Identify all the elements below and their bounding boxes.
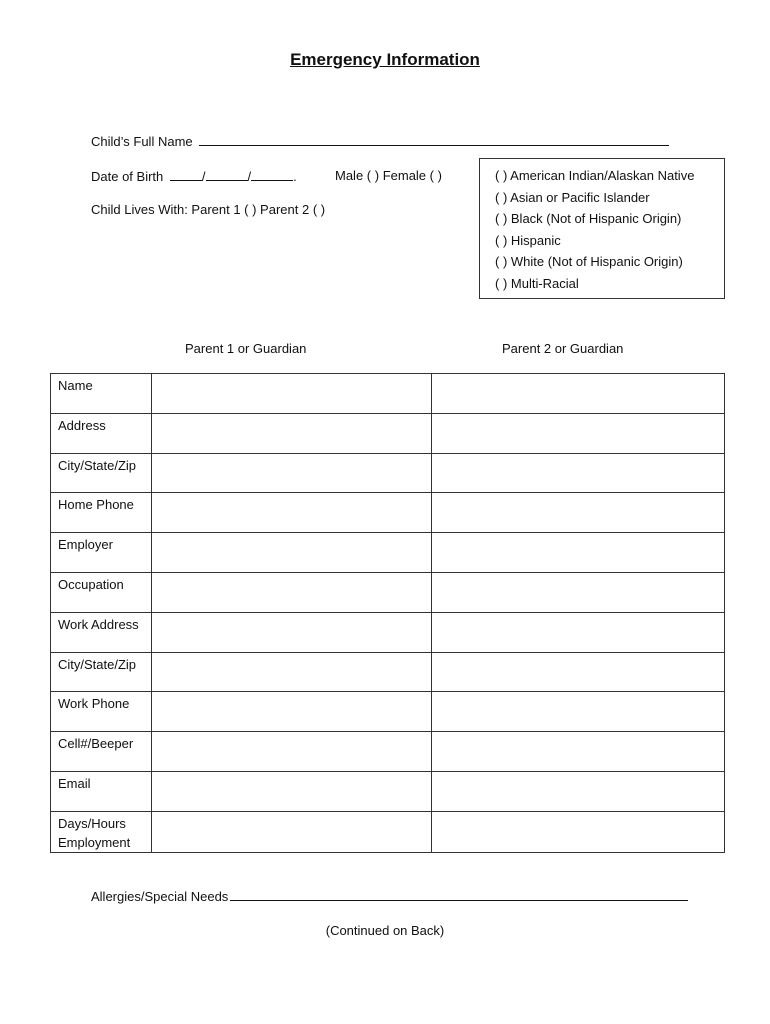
parent-info-table xyxy=(50,373,725,853)
dob-row xyxy=(91,168,297,184)
row-label: Email xyxy=(51,771,152,811)
sex-row xyxy=(335,168,442,183)
lives-with-row[interactable]: Child Lives With: Parent 1 ( ) Parent 2 ( ) xyxy=(91,202,326,217)
ethnicity-option[interactable]: ( ) Black (Not of Hispanic Origin) xyxy=(495,211,682,227)
ethnicity-option[interactable]: ( ) Multi-Racial xyxy=(495,275,579,291)
row-label: Work Address xyxy=(51,612,152,652)
parent1-cell[interactable] xyxy=(152,533,432,573)
parent1-cell[interactable] xyxy=(152,652,432,692)
parent1-cell[interactable] xyxy=(152,811,432,852)
table-row xyxy=(51,374,725,414)
parent2-cell[interactable] xyxy=(432,771,725,811)
row-label: City/State/Zip xyxy=(51,652,152,692)
allergies-row xyxy=(91,888,688,904)
row-label: Employer xyxy=(51,533,152,573)
parent1-cell[interactable] xyxy=(152,493,432,533)
male-option[interactable]: Male ( ) xyxy=(335,168,380,183)
table-row xyxy=(51,692,725,732)
dob-day-field[interactable] xyxy=(206,168,248,181)
parent1-cell[interactable] xyxy=(152,374,432,414)
parent2-cell[interactable] xyxy=(432,612,725,652)
parent1-cell[interactable] xyxy=(152,413,432,453)
child-name-field[interactable] xyxy=(199,133,669,146)
row-label: Address xyxy=(51,413,152,453)
table-row xyxy=(51,533,725,573)
parent2-cell[interactable] xyxy=(432,692,725,732)
parent2-cell[interactable] xyxy=(432,413,725,453)
ethnicity-box xyxy=(479,158,725,299)
parent1-cell[interactable] xyxy=(152,771,432,811)
ethnicity-option[interactable]: ( ) Asian or Pacific Islander xyxy=(495,189,650,205)
dob-slash-1: / xyxy=(201,169,206,184)
row-label: Cell#/Beeper xyxy=(51,732,152,772)
table-row xyxy=(51,652,725,692)
child-name-label: Child’s Full Name xyxy=(91,134,193,149)
row-label: City/State/Zip xyxy=(51,453,152,493)
row-label: Name xyxy=(51,374,152,414)
parent2-header: Parent 2 or Guardian xyxy=(502,341,624,356)
table-row xyxy=(51,572,725,612)
table-row xyxy=(51,771,725,811)
parent1-cell[interactable] xyxy=(152,453,432,493)
form-title: Emergency Information xyxy=(290,50,480,69)
ethnicity-option[interactable]: ( ) Hispanic xyxy=(495,232,561,248)
dob-slash-2: / xyxy=(247,169,252,184)
allergies-field[interactable] xyxy=(230,888,688,901)
continued-note: (Continued on Back) xyxy=(325,923,445,938)
allergies-label: Allergies/Special Needs xyxy=(91,889,229,904)
row-label: Home Phone xyxy=(51,493,152,533)
parent1-cell[interactable] xyxy=(152,572,432,612)
parent1-cell[interactable] xyxy=(152,692,432,732)
dob-month-field[interactable] xyxy=(170,168,202,181)
dob-year-field[interactable] xyxy=(251,168,293,181)
table-row xyxy=(51,413,725,453)
parent2-cell[interactable] xyxy=(432,374,725,414)
row-label: Occupation xyxy=(51,572,152,612)
parent2-cell[interactable] xyxy=(432,493,725,533)
table-row xyxy=(51,493,725,533)
table-row xyxy=(51,453,725,493)
parent1-cell[interactable] xyxy=(152,732,432,772)
parent2-cell[interactable] xyxy=(432,453,725,493)
parent2-cell[interactable] xyxy=(432,732,725,772)
parent2-cell[interactable] xyxy=(432,811,725,852)
dob-label: Date of Birth xyxy=(91,169,164,184)
parent2-cell[interactable] xyxy=(432,533,725,573)
row-label: Days/Hours Employment xyxy=(51,811,152,852)
parent1-header: Parent 1 or Guardian xyxy=(185,341,307,356)
parent1-cell[interactable] xyxy=(152,612,432,652)
ethnicity-option[interactable]: ( ) American Indian/Alaskan Native xyxy=(495,168,695,183)
female-option[interactable]: Female ( ) xyxy=(382,168,442,183)
parent2-cell[interactable] xyxy=(432,572,725,612)
ethnicity-option[interactable]: ( ) White (Not of Hispanic Origin) xyxy=(495,254,683,270)
dob-period: . xyxy=(293,169,297,184)
child-name-row xyxy=(91,133,669,149)
row-label: Work Phone xyxy=(51,692,152,732)
table-row xyxy=(51,811,725,852)
table-row xyxy=(51,612,725,652)
table-row xyxy=(51,732,725,772)
parent2-cell[interactable] xyxy=(432,652,725,692)
